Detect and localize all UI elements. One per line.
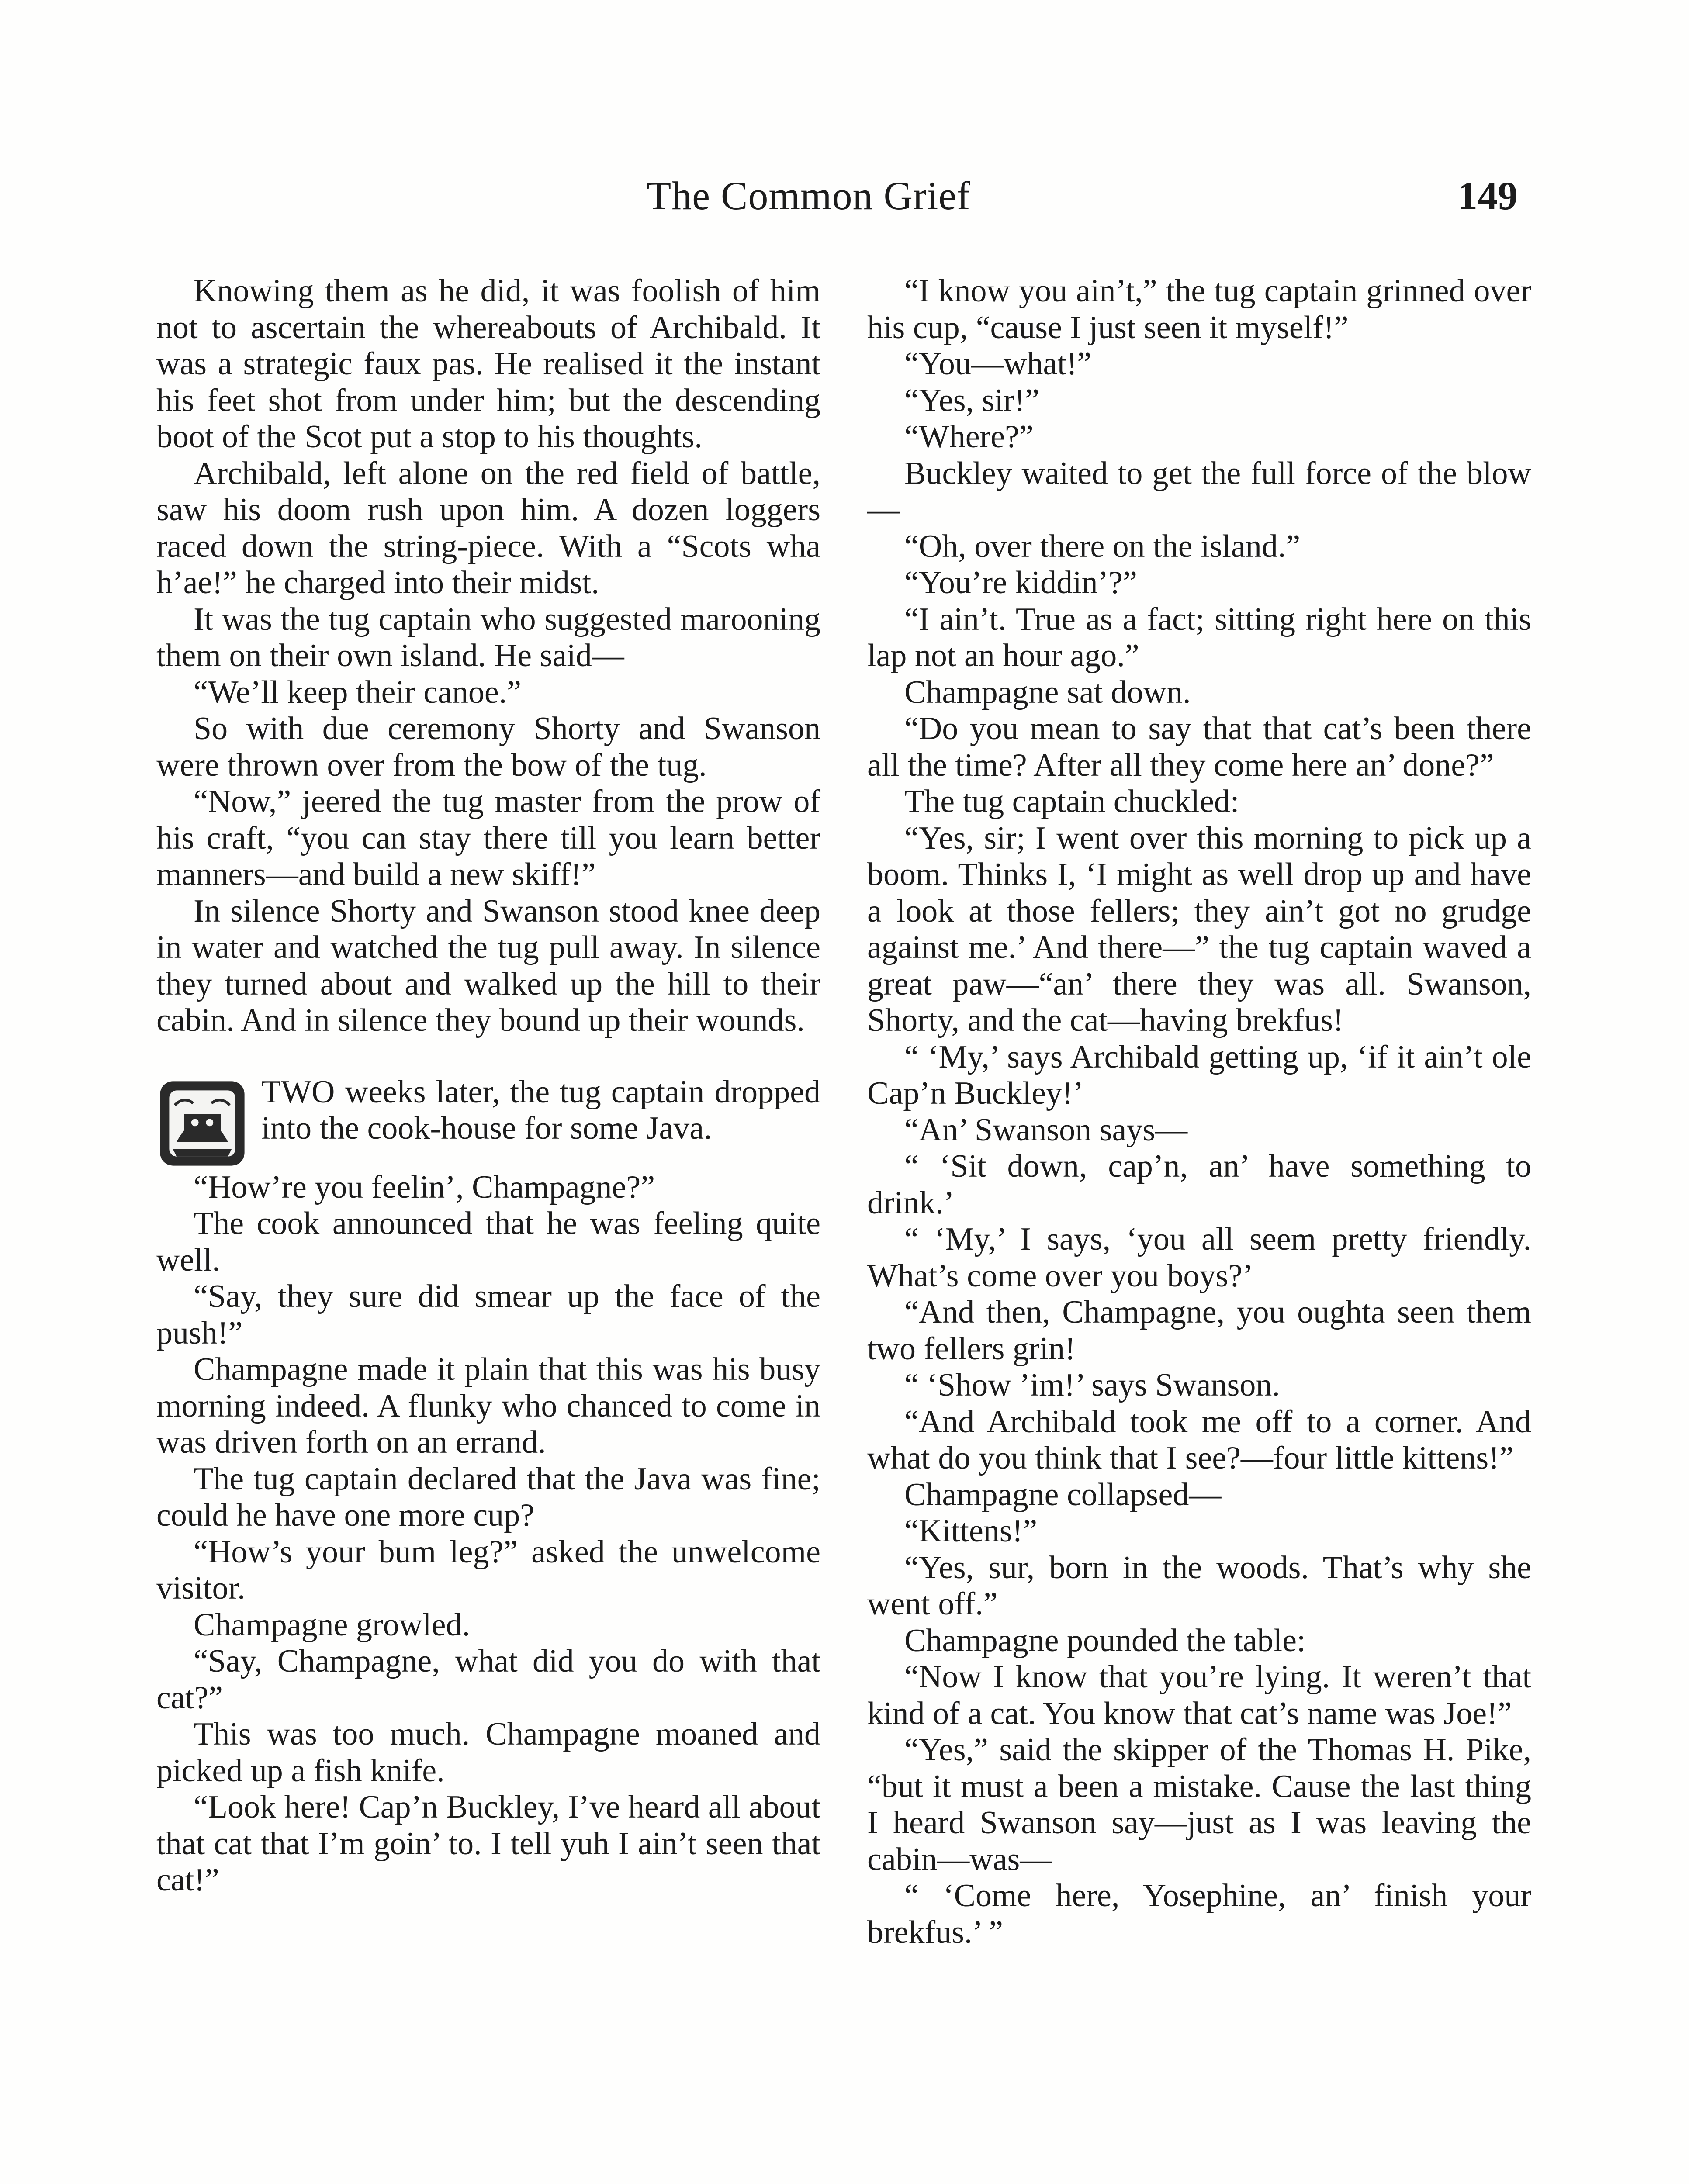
ornamental-initial-icon	[156, 1078, 248, 1169]
paragraph: Champagne made it plain that this was his busy morning indeed. A flunky who chanced to come in was driven forth on an errand.	[156, 1351, 820, 1460]
paragraph: “ ‘My,’ says Archibald getting up, ‘if it ain’t ole Cap’n Buckley!’	[867, 1039, 1531, 1111]
running-head	[0, 173, 1689, 225]
paragraph: Buckley waited to get the full force of the blow—	[867, 455, 1531, 528]
paragraph: So with due ceremony Shorty and Swanson were thrown over from the bow of the tug.	[156, 711, 820, 783]
paragraph: “Yes, sir; I went over this morning to pick up a boom. Thinks I, ‘I might as well drop up and have a look at those fellers; they ain’t got no grudge against me.’ And there—” the tug captain waved a great paw—“an’ there they was all. Swanson, Shorty, and the cat—having brekfus!	[867, 820, 1531, 1038]
left-column	[156, 273, 820, 1899]
paragraph: “Look here! Cap’n Buckley, I’ve heard all about that cat that I’m goin’ to. I tell yuh I ain’t seen that cat!”	[156, 1789, 820, 1898]
paragraph: “ ‘Sit down, cap’n, an’ have something to drink.’	[867, 1148, 1531, 1221]
paragraph: “ ‘Come here, Yosephine, an’ finish your brekfus.’ ”	[867, 1878, 1531, 1950]
section-break	[156, 1074, 820, 1169]
paragraph: Champagne collapsed—	[904, 1476, 1222, 1513]
paragraph: “ ‘Show ’im!’ says Swanson.	[904, 1367, 1280, 1403]
paragraph: “I know you ain’t,” the tug captain grinned over his cup, “cause I just seen it myself!”	[867, 273, 1531, 346]
paragraph: Knowing them as he did, it was foolish of him not to ascertain the whereabouts of Archibald. It was a strategic faux pas. He realised it the instant his feet shot from under him; but the descending boot of the Scot put a stop to his thoughts.	[156, 273, 820, 455]
paragraph: The tug captain chuckled:	[904, 784, 1239, 819]
paragraph: “Say, they sure did smear up the face of the push!”	[156, 1279, 820, 1351]
paragraph: “An’ Swanson says—	[904, 1112, 1188, 1148]
paragraph: “How’s your bum leg?” asked the unwelcome visitor.	[156, 1534, 820, 1606]
running-title: The Common Grief	[647, 173, 971, 218]
paragraph: “Yes, sur, born in the woods. That’s why she went off.”	[867, 1549, 1531, 1622]
paragraph: Champagne pounded the table:	[904, 1622, 1306, 1659]
paragraph: “Now I know that you’re lying. It weren’t that kind of a cat. You know that cat’s name was Joe!”	[867, 1659, 1531, 1731]
paragraph: “Where?”	[904, 419, 1034, 455]
paragraph: “Yes,” said the skipper of the Thomas H. Pike, “but it must a been a mistake. Cause the last thing I heard Swanson say—just as I was leaving the cabin—was—	[867, 1732, 1531, 1877]
paragraph: Archibald, left alone on the red field of battle, saw his doom rush upon him. A dozen loggers raced down the string-piece. With a “Scots wha h’ae!” he charged into their midst.	[156, 455, 820, 601]
paragraph: “You—what!”	[904, 346, 1092, 382]
paragraph: The cook announced that he was feeling quite well.	[156, 1206, 820, 1278]
paragraph: In silence Shorty and Swanson stood knee deep in water and watched the tug pull away. In silence they turned about and walked up the hill to their cabin. And in silence they bound up their wounds.	[156, 893, 820, 1038]
paragraph: “And then, Champagne, you oughta seen them two fellers grin!	[867, 1294, 1531, 1367]
paragraph: “Oh, over there on the island.”	[904, 528, 1301, 564]
paragraph: Champagne sat down.	[904, 674, 1191, 710]
paragraph: “I ain’t. True as a fact; sitting right here on this lap not an hour ago.”	[867, 601, 1531, 674]
paragraph: “Kittens!”	[904, 1513, 1038, 1549]
paragraph: “And Archibald took me off to a corner. And what do you think that I see?—four little kittens!”	[867, 1403, 1531, 1476]
paragraph: Champagne growled.	[194, 1607, 470, 1643]
paragraph: “You’re kiddin’?”	[904, 565, 1137, 601]
paragraph: “ ‘My,’ I says, ‘you all seem pretty friendly. What’s come over you boys?’	[867, 1221, 1531, 1294]
paragraph: “Yes, sir!”	[904, 382, 1040, 418]
right-column	[867, 273, 1531, 1951]
paragraph: The tug captain declared that the Java was fine; could he have one more cup?	[156, 1461, 820, 1533]
page-number: 149	[1457, 173, 1518, 218]
paragraph: This was too much. Champagne moaned and picked up a fish knife.	[156, 1716, 820, 1789]
paragraph: “Say, Champagne, what did you do with that cat?”	[156, 1643, 820, 1716]
section-opening-paragraph: TWO weeks later, the tug captain dropped into the cook-house for some Java.	[261, 1074, 820, 1146]
paragraph: “How’re you feelin’, Champagne?”	[194, 1169, 655, 1205]
paragraph: “Now,” jeered the tug master from the prow of his craft, “you can stay there till you learn better manners—and build a new skiff!”	[156, 784, 820, 892]
paragraph: It was the tug captain who suggested marooning them on their own island. He said—	[156, 601, 820, 674]
paragraph: “We’ll keep their canoe.”	[194, 674, 522, 710]
paragraph: “Do you mean to say that that cat’s been there all the time? After all they come here an’ done?”	[867, 711, 1531, 783]
